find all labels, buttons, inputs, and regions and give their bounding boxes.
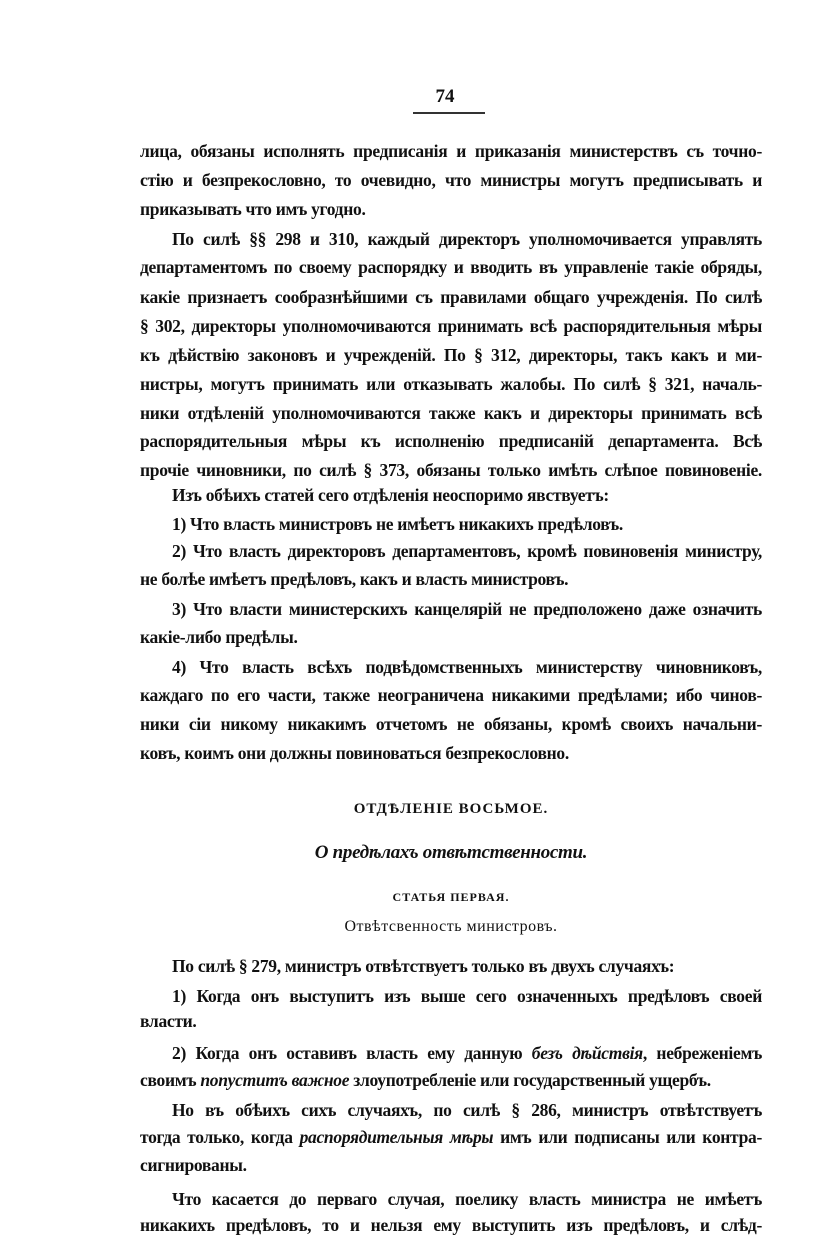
heading-line bbox=[140, 798, 762, 820]
text-line bbox=[172, 228, 762, 250]
text-segment: злоупотребленіе или государственный ущербъ. bbox=[349, 1070, 711, 1090]
text-segment: ники сіи никому никакимъ отчетомъ не обязаны, кромѣ своихъ начальни- bbox=[140, 714, 762, 734]
text-segment: стію и безпрекословно, то очевидно, что министры могутъ предписывать и bbox=[140, 170, 762, 190]
text-line bbox=[140, 256, 762, 278]
italic-text: попуститъ важное bbox=[200, 1070, 350, 1090]
text-segment: Отвѣтсвенность министровъ. bbox=[344, 918, 558, 935]
text-line bbox=[140, 459, 762, 481]
italic-text: безъ дѣйствія bbox=[531, 1043, 643, 1063]
text-line bbox=[140, 344, 762, 366]
text-segment: По силѣ § 279, министръ отвѣтствуетъ только въ двухъ случаяхъ: bbox=[172, 956, 675, 976]
text-segment: распорядительныя мѣры къ исполненію предписаній департамента. Всѣ bbox=[140, 431, 762, 451]
text-segment: Изъ обѣихъ статей сего отдѣленія неоспоримо явствуетъ: bbox=[172, 485, 609, 505]
text-line bbox=[172, 598, 762, 620]
text-line bbox=[172, 1188, 762, 1210]
text-line bbox=[172, 1099, 762, 1121]
text-line bbox=[140, 198, 762, 220]
heading-line bbox=[140, 842, 762, 864]
text-line bbox=[172, 484, 762, 506]
text-segment: § 302, директоры уполномочиваются принимать всѣ распорядительныя мѣры bbox=[140, 316, 762, 336]
text-line bbox=[140, 568, 762, 590]
text-line bbox=[172, 955, 762, 977]
text-segment: какіе-либо предѣлы. bbox=[140, 627, 298, 647]
text-segment: каждаго по его части, также неограничена никакими предѣлами; ибо чинов- bbox=[140, 685, 762, 705]
text-segment: лица, обязаны исполнять предписанія и приказанія министерствъ съ точно- bbox=[140, 141, 762, 161]
text-line bbox=[172, 985, 762, 1007]
text-line bbox=[172, 540, 762, 562]
text-segment: По силѣ §§ 298 и 310, каждый директоръ уполномочивается управлять bbox=[172, 229, 762, 249]
text-segment: приказывать что имъ угодно. bbox=[140, 199, 366, 219]
text-line bbox=[140, 1069, 762, 1091]
text-segment: нистры, могутъ принимать или отказывать жалобы. По силѣ § 321, началь- bbox=[140, 374, 762, 394]
text-segment: Но въ обѣихъ сихъ случаяхъ, по силѣ § 286, министръ отвѣтствуетъ bbox=[172, 1100, 762, 1120]
text-line bbox=[140, 742, 762, 764]
text-segment: не болѣе имѣетъ предѣловъ, какъ и власть министровъ. bbox=[140, 569, 569, 589]
text-line bbox=[140, 402, 762, 424]
text-segment: 2) Когда онъ оставивъ власть ему данную bbox=[172, 1043, 532, 1063]
text-segment: ОТДѢЛЕНІЕ ВОСЬМОЕ. bbox=[353, 801, 549, 817]
italic-text: распорядительныя мѣры bbox=[299, 1127, 494, 1147]
heading-line bbox=[140, 916, 762, 938]
text-line bbox=[140, 1154, 762, 1176]
text-segment: власти. bbox=[140, 1011, 197, 1031]
text-segment: тогда только, когда bbox=[140, 1127, 300, 1147]
text-line bbox=[172, 513, 762, 535]
text-segment: сигнированы. bbox=[140, 1155, 247, 1175]
text-segment: 1) Что власть министровъ не имѣетъ никакихъ предѣловъ. bbox=[172, 514, 623, 534]
text-segment: ники отдѣленій уполномочиваются также какъ и директоры принимать всѣ bbox=[140, 403, 762, 423]
text-segment: 4) Что власть всѣхъ подвѣдомственныхъ министерству чиновниковъ, bbox=[172, 657, 762, 677]
text-line bbox=[140, 315, 762, 337]
text-line bbox=[140, 1010, 762, 1032]
text-line bbox=[140, 684, 762, 706]
text-segment: Что касается до перваго случая, поелику власть министра не имѣетъ bbox=[172, 1189, 762, 1209]
text-segment: 1) Когда онъ выступитъ изъ выше сего означенныхъ предѣловъ своей bbox=[172, 986, 762, 1006]
text-line bbox=[140, 169, 762, 191]
text-line bbox=[140, 713, 762, 735]
text-line bbox=[172, 1042, 762, 1064]
text-line bbox=[172, 656, 762, 678]
text-line bbox=[140, 140, 762, 162]
text-segment: СТАТЬЯ ПЕРВАЯ. bbox=[392, 890, 510, 904]
text-segment: ковъ, коимъ они должны повиноваться безпрекословно. bbox=[140, 743, 569, 763]
text-line bbox=[140, 626, 762, 648]
text-segment: прочіе чиновники, по силѣ § 373, обязаны только имѣть слѣпое повиновеніе. bbox=[140, 460, 762, 480]
text-segment: 3) Что власти министерскихъ канцелярій не предположено даже означить bbox=[172, 599, 762, 619]
heading-line bbox=[140, 886, 762, 908]
text-line bbox=[140, 373, 762, 395]
text-segment: своимъ bbox=[140, 1070, 201, 1090]
text-line bbox=[140, 286, 762, 308]
text-segment: никакихъ предѣловъ, то и нельзя ему выступить изъ предѣловъ, и слѣд- bbox=[140, 1215, 762, 1235]
text-segment: къ дѣйствію законовъ и учрежденій. По § 312, директоры, такъ какъ и ми- bbox=[140, 345, 762, 365]
text-line bbox=[140, 430, 762, 452]
page-number: 74 bbox=[435, 86, 455, 107]
text-line bbox=[140, 1126, 762, 1148]
text-segment: департаментомъ по своему распорядку и вводить въ управленіе такіе обряды, bbox=[140, 257, 762, 277]
text-segment: О предѣлахъ отвѣтственности. bbox=[314, 842, 588, 863]
text-line bbox=[140, 1214, 762, 1236]
text-segment: имъ или подписаны или контра- bbox=[493, 1127, 762, 1147]
text-segment: 2) Что власть директоровъ департаментовъ, кромѣ повиновенія министру, bbox=[172, 541, 762, 561]
text-segment: , небреженіемъ bbox=[642, 1043, 762, 1063]
page-number-rule bbox=[413, 112, 485, 114]
text-segment: какіе признаетъ сообразнѣйшими съ правилами общаго учрежденія. По силѣ bbox=[140, 287, 762, 307]
